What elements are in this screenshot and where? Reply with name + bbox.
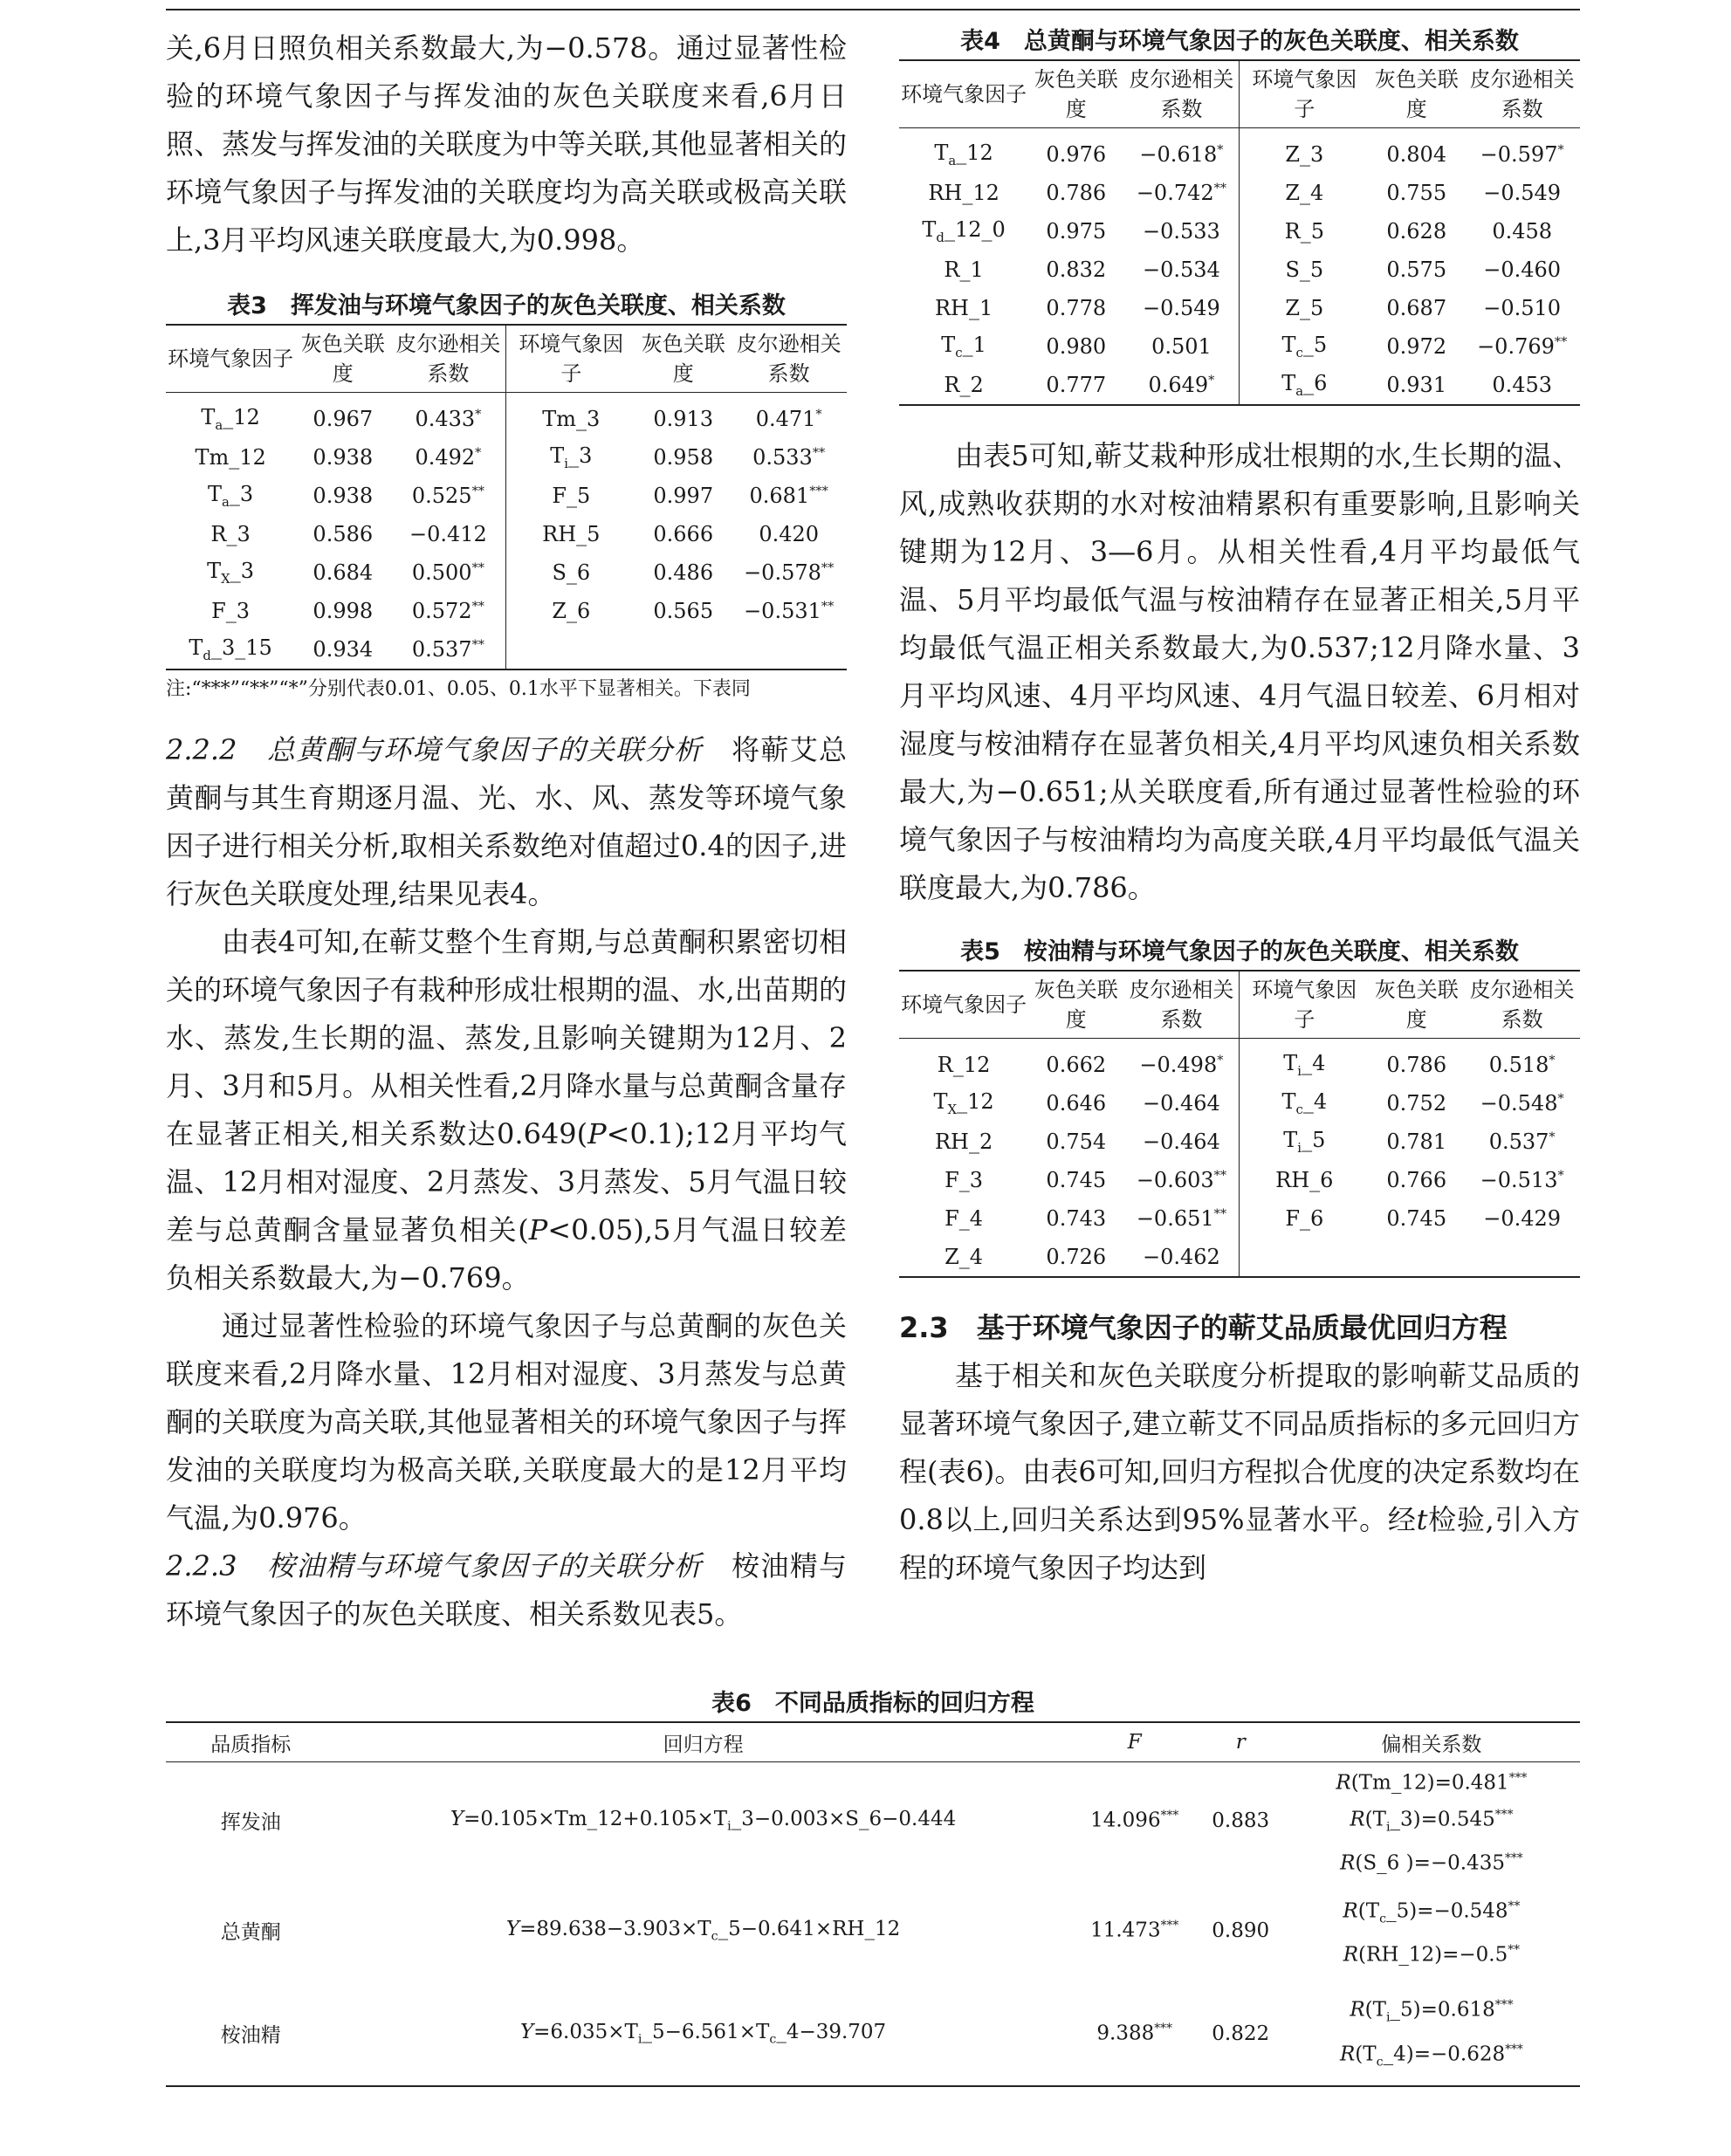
table-cell: −0.578**	[744, 560, 835, 585]
col-header: 灰色关联度	[1369, 60, 1464, 128]
right-column	[899, 24, 1580, 1592]
table-cell	[506, 630, 635, 669]
table-cell: $T_d\_12\_0$	[922, 217, 1006, 245]
table-cell-F: 11.473***	[1090, 1919, 1179, 1942]
table-cell: 0.745	[1046, 1168, 1107, 1192]
partial-coefficient: $R(T_c\_4)=-0.628^{***}$	[1339, 2042, 1523, 2069]
col-header: 灰色关联度	[1369, 971, 1464, 1039]
table-cell: $T_X\_12$	[933, 1089, 994, 1117]
table3	[166, 324, 847, 670]
table-cell: 0.572**	[411, 599, 484, 623]
partial-coefficient: R(S_6 )=−0.435***	[1340, 1850, 1523, 1875]
table-cell: 0.684	[313, 560, 374, 585]
table-cell: −0.549	[1143, 296, 1220, 320]
table-row	[166, 553, 847, 592]
section-text: 将蕲艾总黄酮与其生育期逐月温、光、水、风、蒸发等环境气象因子进行相关分析,取相关系数绝对值超过0.4的因子,进行灰色关联度处理,结果见表4。	[166, 733, 847, 910]
table-cell-partial	[1283, 1879, 1580, 1982]
table3-note: 注:“***”“**”“*”分别代表0.01、0.05、0.1水平下显著相关。下表同	[166, 678, 751, 700]
table-cell-r: 0.890	[1212, 1919, 1270, 1942]
table-row	[899, 1238, 1580, 1277]
table-cell: Z_5	[1240, 289, 1369, 327]
table-cell: −0.534	[1143, 257, 1220, 282]
table-cell: R_5	[1240, 212, 1369, 251]
table-cell: 0.726	[1028, 1238, 1123, 1277]
table-cell: 0.745	[1386, 1206, 1447, 1231]
partial-coefficient: R(RH_12)=−0.5**	[1343, 1942, 1521, 1967]
table-cell: 0.586	[313, 522, 374, 546]
table-cell: 0.500**	[411, 560, 484, 585]
table-cell: 0.755	[1386, 181, 1447, 205]
col-header: 灰色关联度	[295, 325, 390, 393]
table-cell: $T_i\_3$	[506, 438, 635, 477]
table-cell-indicator: 桉油精	[166, 1982, 335, 2086]
col-header: 品质指标	[166, 1722, 335, 1762]
table-cell: 0.980	[1046, 334, 1107, 359]
table-cell-partial	[1283, 1762, 1580, 1879]
table-cell: 0.458	[1492, 219, 1553, 244]
table-cell: 0.471*	[755, 407, 822, 431]
table-cell: Z_3	[1240, 128, 1369, 175]
table-cell: 0.525**	[411, 484, 484, 508]
table-row	[899, 289, 1580, 327]
col-header: 环境气象因子	[1240, 971, 1369, 1039]
col-header: r	[1199, 1722, 1283, 1762]
table-row	[899, 327, 1580, 366]
table-cell	[635, 630, 731, 669]
table5-block	[899, 935, 1580, 1278]
table-cell: −0.429	[1483, 1206, 1562, 1231]
table-row	[899, 212, 1580, 251]
table-cell: 0.832	[1046, 257, 1107, 282]
table-cell: −0.498*	[1139, 1053, 1224, 1077]
table-cell: 0.934	[295, 630, 390, 669]
table-cell: Z_4	[1240, 174, 1369, 212]
table-cell: $T_a\_12$	[934, 141, 993, 168]
table-cell: −0.651**	[1136, 1206, 1227, 1231]
table-cell: −0.412	[409, 522, 487, 546]
table-cell: 0.420	[759, 522, 820, 546]
table-cell: −0.464	[1143, 1129, 1220, 1154]
table-cell-partial	[1283, 1982, 1580, 2086]
table-cell: 0.804	[1386, 142, 1447, 167]
paragraph: 基于相关和灰色关联度分析提取的影响蕲艾品质的显著环境气象因子,建立蕲艾不同品质指标的多元回归方程(表6)。由表6可知,回归方程拟合优度的决定系数均在0.8以上,回归关系达到95%显著水平。经t检验,引入方程的环境气象因子均达到	[899, 1359, 1580, 1584]
table-cell: 0.781	[1386, 1129, 1447, 1154]
table-cell: −0.603**	[1136, 1168, 1227, 1192]
table-cell: 0.976	[1046, 142, 1107, 167]
paragraph: 由表5可知,蕲艾栽种形成壮根期的水,生长期的温、风,成熟收获期的水对桉油精累积有重要影响,且影响关键期为12月、3—6月。从相关性看,4月平均最低气温、5月平均最低气温与桉油精存在显著正相关,5月平均最低气温正相关系数最大,为0.537;12月降水量、3月平均风速、4月平均风速、4月气温日较差、6月相对湿度与桉油精存在显著负相关,4月平均风速负相关系数最大,为−0.651;从关联度看,所有通过显著性检验的环境气象因子与桉油精均为高度关联,4月平均最低气温关联度最大,为0.786。	[899, 439, 1580, 904]
table-row	[899, 366, 1580, 405]
table-cell	[1369, 1238, 1464, 1277]
table-cell: RH_2	[934, 1129, 993, 1154]
table-cell: −0.513*	[1480, 1168, 1564, 1192]
table-row	[899, 251, 1580, 289]
header-rule	[166, 9, 1580, 10]
table-row	[166, 1879, 1580, 1982]
table-cell: RH_1	[934, 296, 993, 320]
table-cell: R_3	[210, 522, 251, 546]
table-cell: R_12	[937, 1053, 991, 1077]
table-cell-equation: $Y=0.105\times Tm\_12+0.105\times T_i\_3-0.003\times S\_6-0.444$	[450, 1807, 957, 1834]
table-row	[166, 393, 847, 439]
table-row	[899, 1039, 1580, 1085]
table-cell: −0.533	[1143, 219, 1220, 244]
paragraph: 通过显著性检验的环境气象因子与总黄酮的灰色关联度来看,2月降水量、12月相对湿度、3月蒸发与总黄酮的关联度为高关联,其他显著相关的环境气象因子与挥发油的关联度均为极高关联,关联度最大的是12月平均气温,为0.976。	[166, 1309, 847, 1535]
table-cell: $T_X\_3$	[207, 559, 255, 587]
partial-coefficient: $R(T_i\_5)=0.618^{***}$	[1350, 1998, 1514, 2025]
table-cell: 0.537*	[1488, 1129, 1556, 1154]
table-cell: 0.565	[653, 599, 714, 623]
col-header: F	[1071, 1722, 1199, 1762]
table-cell: $T_i\_4$	[1240, 1039, 1369, 1085]
table-cell-indicator: 总黄酮	[220, 1921, 281, 1945]
table-cell: F_6	[1240, 1199, 1369, 1238]
table-cell: 0.998	[313, 599, 374, 623]
col-header: 皮尔逊相关系数	[1123, 60, 1240, 128]
table-cell: 0.913	[653, 407, 714, 431]
table-cell: 0.931	[1369, 366, 1464, 405]
table-cell: Tm_12	[195, 445, 266, 470]
table-cell-equation: $Y=6.035\times T_i\_5-6.561\times T_c\_4-39.707$	[335, 1982, 1070, 2086]
table6-header	[166, 1722, 1580, 1762]
table-row	[899, 1123, 1580, 1161]
table-cell: $T_a\_3$	[208, 482, 254, 510]
col-header: 皮尔逊相关系数	[390, 325, 506, 393]
table-cell: 0.501	[1151, 334, 1212, 359]
table-cell: 0.575	[1386, 257, 1447, 282]
table-cell: −0.460	[1483, 257, 1562, 282]
table-row	[899, 128, 1580, 175]
table-row	[166, 1762, 1580, 1879]
table-cell: 0.628	[1386, 219, 1447, 244]
table-cell: 0.662	[1046, 1053, 1107, 1077]
table-cell: 0.938	[313, 484, 374, 508]
table-cell: 0.766	[1386, 1168, 1447, 1192]
table6	[166, 1721, 1580, 2087]
left-column	[166, 24, 847, 1638]
table-cell	[1464, 1238, 1580, 1277]
table-cell: 0.681***	[749, 484, 828, 508]
table-cell: 0.518*	[1488, 1053, 1556, 1077]
table-cell-r: 0.822	[1199, 1982, 1283, 2086]
partial-coefficient: $R(T_c\_5)=-0.548^{**}$	[1343, 1899, 1521, 1926]
table-row	[166, 592, 847, 630]
table-cell: −0.510	[1483, 296, 1562, 320]
table-row	[166, 1982, 1580, 2086]
table-cell: RH_6	[1240, 1161, 1369, 1199]
table-cell	[1240, 1238, 1369, 1277]
table-cell: 0.975	[1046, 219, 1107, 244]
section-heading: 2.2.3 桉油精与环境气象因子的关联分析	[166, 1549, 703, 1583]
table-cell: $T_a\_12$	[201, 405, 260, 433]
col-header: 环境气象因子	[166, 325, 295, 393]
table-cell: RH_5	[506, 515, 635, 553]
col-header: 偏相关系数	[1283, 1722, 1580, 1762]
table-cell: 0.997	[653, 484, 714, 508]
table-cell: −0.549	[1483, 181, 1562, 205]
table-cell: 0.752	[1386, 1091, 1447, 1116]
table-cell: 0.743	[1046, 1206, 1107, 1231]
partial-coefficient: $R(T_i\_3)=0.545^{***}$	[1350, 1807, 1514, 1834]
col-header: 环境气象因子	[899, 971, 1028, 1039]
table-cell: F_4	[944, 1206, 984, 1231]
table-row	[899, 1161, 1580, 1199]
partial-coefficient: R(Tm_12)=0.481***	[1336, 1771, 1528, 1795]
section-2-2-3	[166, 1542, 847, 1638]
table-cell: 0.433*	[415, 407, 482, 431]
paragraph: 关,6月日照负相关系数最大,为−0.578。通过显著性检验的环境气象因子与挥发油的灰色关联度来看,6月日照、蒸发与挥发油的关联度为中等关联,其他显著相关的环境气象因子与挥发油的关联度均为高关联或极高关联上,3月平均风速关联度最大,为0.998。	[166, 31, 847, 257]
col-header: 皮尔逊相关系数	[1464, 60, 1580, 128]
table-cell: S_6	[506, 553, 635, 592]
table-cell: RH_12	[928, 181, 999, 205]
table-cell: −0.531**	[744, 599, 835, 623]
table-cell: 0.453	[1464, 366, 1580, 405]
table-cell: 0.537**	[390, 630, 506, 669]
table4	[899, 59, 1580, 406]
table-cell: 0.666	[653, 522, 714, 546]
table-cell: S_5	[1240, 251, 1369, 289]
table-cell: −0.597*	[1480, 142, 1564, 167]
table5-title: 表5 桉油精与环境气象因子的灰色关联度、相关系数	[960, 938, 1519, 965]
table-cell: $T_c\_1$	[941, 333, 986, 360]
section-heading: 2.2.2 总黄酮与环境气象因子的关联分析	[166, 733, 703, 766]
section-2-2-2	[166, 726, 847, 918]
table-cell: Z_4	[899, 1238, 1028, 1277]
table-cell: 0.649*	[1123, 366, 1240, 405]
table-cell: 0.492*	[415, 445, 482, 470]
table-row	[899, 1199, 1580, 1238]
table-cell: $T_a\_6$	[1240, 366, 1369, 405]
table-cell-F: 14.096***	[1090, 1809, 1179, 1833]
table-cell: −0.464	[1143, 1091, 1220, 1116]
table-cell: −0.742**	[1136, 181, 1227, 205]
table5-header	[899, 971, 1580, 1039]
table-cell-indicator: 挥发油	[220, 1811, 281, 1835]
table4-header	[899, 60, 1580, 128]
table-cell: $T_d\_3\_15$	[166, 630, 295, 669]
col-header: 环境气象因子	[899, 60, 1028, 128]
table-cell: −0.769**	[1477, 334, 1568, 359]
table-cell-r: 0.883	[1212, 1809, 1270, 1832]
table-row	[166, 477, 847, 515]
table-row	[899, 1084, 1580, 1123]
table-row	[166, 630, 847, 669]
table-row	[166, 515, 847, 553]
col-header: 皮尔逊相关系数	[1464, 971, 1580, 1039]
col-header: 环境气象因子	[1240, 60, 1369, 128]
table-cell: F_3	[211, 599, 251, 623]
table-cell: Tm_3	[506, 393, 635, 439]
table-cell	[731, 630, 847, 669]
table-cell: R_1	[944, 257, 984, 282]
table-cell: 0.687	[1386, 296, 1447, 320]
table4-block	[899, 24, 1580, 406]
table-cell: F_5	[506, 477, 635, 515]
table-cell: 0.486	[653, 560, 714, 585]
table-row	[899, 174, 1580, 212]
table-row	[166, 438, 847, 477]
table-cell: 0.777	[1028, 366, 1123, 405]
table5	[899, 970, 1580, 1278]
table-cell: 0.972	[1386, 334, 1447, 359]
table-cell-F: 9.388***	[1071, 1982, 1199, 2086]
table-cell: R_2	[899, 366, 1028, 405]
col-header: 灰色关联度	[1028, 971, 1123, 1039]
table-cell: 0.786	[1386, 1053, 1447, 1077]
table-cell: 0.754	[1046, 1129, 1107, 1154]
col-header: 环境气象因子	[506, 325, 635, 393]
table-cell: −0.548*	[1480, 1091, 1564, 1116]
table-cell: −0.618*	[1139, 142, 1224, 167]
table3-title: 表3 挥发油与环境气象因子的灰色关联度、相关系数	[227, 292, 786, 319]
table-cell: $T_i\_5$	[1240, 1123, 1369, 1161]
paragraph: 由表4可知,在蕲艾整个生育期,与总黄酮积累密切相关的环境气象因子有栽种形成壮根期的温、水,出苗期的水、蒸发,生长期的温、蒸发,且影响关键期为12月、2月、3月和5月。从相关性看,2月降水量与总黄酮含量存在显著正相关,相关系数达0.649(P<0.1);12月平均气温、12月相对湿度、2月蒸发、3月蒸发、5月气温日较差与总黄酮含量显著负相关(P<0.05),5月气温日较差负相关系数最大,为−0.769。	[166, 925, 847, 1294]
table-cell: 0.786	[1046, 181, 1107, 205]
table-cell: 0.533**	[752, 445, 826, 470]
table-cell: 0.967	[313, 407, 374, 431]
table-cell: $T_c\_5$	[1240, 327, 1369, 366]
table-cell: F_3	[944, 1168, 984, 1192]
table6-block	[166, 1686, 1580, 2087]
table-cell: Z_6	[506, 592, 635, 630]
table-cell: 0.778	[1046, 296, 1107, 320]
col-header: 灰色关联度	[635, 325, 731, 393]
table6-title: 表6 不同品质指标的回归方程	[711, 1690, 1034, 1717]
table-cell: 0.646	[1046, 1091, 1107, 1116]
col-header: 皮尔逊相关系数	[1123, 971, 1240, 1039]
table-cell: −0.462	[1123, 1238, 1240, 1277]
section-text: 桉油精与环境气象因子的灰色关联度、相关系数见表5。	[166, 1549, 847, 1631]
table3-header	[166, 325, 847, 393]
table4-title: 表4 总黄酮与环境气象因子的灰色关联度、相关系数	[960, 28, 1519, 55]
table-cell: 0.938	[313, 445, 374, 470]
section-2-3-heading: 2.3 基于环境气象因子的蕲艾品质最优回归方程	[899, 1311, 1508, 1344]
table3-block	[166, 289, 847, 705]
table-cell: $T_c\_4$	[1240, 1084, 1369, 1123]
col-header: 皮尔逊相关系数	[731, 325, 847, 393]
table-cell: 0.958	[653, 445, 714, 470]
table-cell-equation: $Y=89.638-3.903\times T_c\_5-0.641\times RH\_12$	[505, 1917, 901, 1944]
col-header: 灰色关联度	[1028, 60, 1123, 128]
col-header: 回归方程	[335, 1722, 1070, 1762]
